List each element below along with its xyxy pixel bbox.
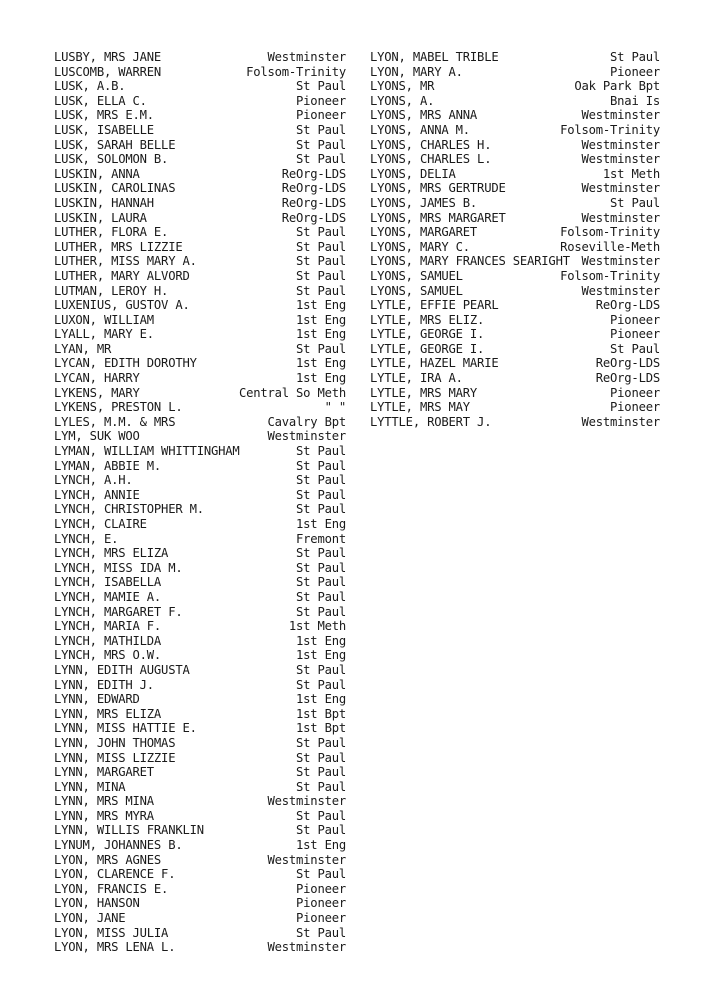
entry-name: LYNCH, MATHILDA xyxy=(54,633,162,648)
entry-church: St Paul xyxy=(296,137,346,152)
directory-entry xyxy=(54,138,346,153)
entry-church: St Paul xyxy=(296,765,346,780)
entry-church: Pioneer xyxy=(296,881,346,896)
directory-entry xyxy=(54,254,346,269)
directory-entry xyxy=(54,590,346,605)
entry-church: St Paul xyxy=(296,867,346,882)
directory-entry xyxy=(54,911,346,926)
entry-church: St Paul xyxy=(296,808,346,823)
entry-name: LYKENS, PRESTON L. xyxy=(54,400,183,415)
directory-entry xyxy=(370,284,660,299)
entry-name: LYTLE, HAZEL MARIE xyxy=(370,356,499,371)
entry-name: LYONS, MRS GERTRUDE xyxy=(370,181,506,196)
entry-name: LUSKIN, ANNA xyxy=(54,166,140,181)
directory-entry xyxy=(54,546,346,561)
entry-church: Pioneer xyxy=(296,911,346,926)
entry-church: Pioneer xyxy=(296,108,346,123)
directory-entry xyxy=(370,196,660,211)
entry-church: Pioneer xyxy=(610,327,660,342)
entry-church: St Paul xyxy=(296,283,346,298)
entry-church: Cavalry Bpt xyxy=(267,414,346,429)
entry-name: LYNN, EDITH J. xyxy=(54,677,154,692)
directory-entry xyxy=(54,240,346,255)
entry-church: 1st Eng xyxy=(296,648,346,663)
directory-entry xyxy=(54,225,346,240)
entry-church: 1st Bpt xyxy=(296,721,346,736)
entry-church: Westminster xyxy=(581,137,660,152)
entry-name: LYNCH, MRS ELIZA xyxy=(54,546,169,561)
directory-entry xyxy=(370,313,660,328)
directory-entry xyxy=(54,196,346,211)
entry-name: LUSKIN, LAURA xyxy=(54,210,147,225)
entry-church: ReOrg-LDS xyxy=(595,356,660,371)
directory-entry xyxy=(54,575,346,590)
entry-church: St Paul xyxy=(296,225,346,240)
entry-church: ReOrg-LDS xyxy=(281,195,346,210)
directory-entry xyxy=(54,459,346,474)
entry-name: LYNCH, MISS IDA M. xyxy=(54,560,183,575)
entry-church: Oak Park Bpt xyxy=(574,79,660,94)
directory-entry xyxy=(54,211,346,226)
directory-entry xyxy=(54,736,346,751)
entry-name: LYON, MARY A. xyxy=(370,64,463,79)
directory-entry xyxy=(54,123,346,138)
directory-entry xyxy=(370,327,660,342)
directory-entry xyxy=(370,225,660,240)
entry-church: 1st Eng xyxy=(296,312,346,327)
entry-name: LYNCH, MRS O.W. xyxy=(54,648,162,663)
entry-name: LYONS, CHARLES L. xyxy=(370,152,492,167)
entry-church: Folsom-Trinity xyxy=(560,225,660,240)
entry-name: LYTLE, MRS MAY xyxy=(370,400,470,415)
entry-church: Pioneer xyxy=(296,93,346,108)
entry-name: LUXENIUS, GUSTOV A. xyxy=(54,298,190,313)
entry-church: 1st Meth xyxy=(288,619,346,634)
entry-church: St Paul xyxy=(296,254,346,269)
directory-entry xyxy=(370,400,660,415)
entry-name: LYNN, MRS MYRA xyxy=(54,808,154,823)
directory-entry xyxy=(370,371,660,386)
entry-church: St Paul xyxy=(296,662,346,677)
entry-church: St Paul xyxy=(296,750,346,765)
entry-church: Westminster xyxy=(267,940,346,955)
entry-name: LUSK, A.B. xyxy=(54,79,126,94)
directory-entry xyxy=(370,211,660,226)
entry-church: St Paul xyxy=(610,341,660,356)
entry-name: LYTLE, EFFIE PEARL xyxy=(370,298,499,313)
directory-entry xyxy=(54,50,346,65)
entry-church: St Paul xyxy=(296,444,346,459)
directory-entry xyxy=(370,181,660,196)
entry-church: Pioneer xyxy=(610,64,660,79)
directory-entry xyxy=(370,167,660,182)
directory-entry xyxy=(370,50,660,65)
entry-name: LUSK, MRS E.M. xyxy=(54,108,154,123)
entry-church: St Paul xyxy=(610,195,660,210)
entry-name: LUSK, ISABELLE xyxy=(54,122,154,137)
entry-name: LYLES, M.M. & MRS xyxy=(54,414,176,429)
entry-church: St Paul xyxy=(296,487,346,502)
entry-church: St Paul xyxy=(296,823,346,838)
directory-entry xyxy=(54,809,346,824)
entry-church: St Paul xyxy=(296,341,346,356)
entry-name: LYNN, EDWARD xyxy=(54,692,140,707)
entry-church: St Paul xyxy=(296,268,346,283)
entry-name: LYNCH, E. xyxy=(54,531,119,546)
entry-name: LUTMAN, LEROY H. xyxy=(54,283,169,298)
entry-name: LYNUM, JOHANNES B. xyxy=(54,838,183,853)
entry-church: Pioneer xyxy=(610,400,660,415)
directory-entry xyxy=(370,342,660,357)
directory-entry xyxy=(54,181,346,196)
directory-entry xyxy=(54,823,346,838)
entry-church: Pioneer xyxy=(296,896,346,911)
entry-church: Pioneer xyxy=(610,312,660,327)
entry-name: LUSCOMB, WARREN xyxy=(54,64,162,79)
entry-name: LYONS, JAMES B. xyxy=(370,195,478,210)
entry-name: LYON, CLARENCE F. xyxy=(54,867,176,882)
entry-church: St Paul xyxy=(296,546,346,561)
entry-church: St Paul xyxy=(296,575,346,590)
directory-entry xyxy=(54,721,346,736)
entry-name: LYONS, SAMUEL xyxy=(370,268,463,283)
entry-church: ReOrg-LDS xyxy=(281,210,346,225)
directory-entry xyxy=(370,79,660,94)
entry-name: LYMAN, WILLIAM WHITTINGHAM xyxy=(54,444,240,459)
entry-name: LYNN, JOHN THOMAS xyxy=(54,735,176,750)
entry-name: LYNCH, A.H. xyxy=(54,473,133,488)
entry-church: St Paul xyxy=(296,122,346,137)
directory-entry xyxy=(54,780,346,795)
entry-name: LYONS, MRS ANNA xyxy=(370,108,478,123)
entry-church: Folsom-Trinity xyxy=(246,64,346,79)
entry-name: LYNN, MRS MINA xyxy=(54,794,154,809)
entry-name: LYNN, MISS LIZZIE xyxy=(54,750,176,765)
entry-name: LYM, SUK WOO xyxy=(54,429,140,444)
entry-name: LYNCH, MARIA F. xyxy=(54,619,162,634)
entry-name: LYNCH, CLAIRE xyxy=(54,517,147,531)
directory-entry xyxy=(54,517,346,532)
entry-name: LUTHER, MRS LIZZIE xyxy=(54,239,183,254)
directory-entry xyxy=(54,663,346,678)
entry-name: LYON, MRS AGNES xyxy=(54,852,162,867)
entry-name: LYONS, MARGARET xyxy=(370,225,478,240)
directory-entry xyxy=(54,765,346,780)
entry-church: ReOrg-LDS xyxy=(281,166,346,181)
directory-entry xyxy=(54,444,346,459)
entry-church: Westminster xyxy=(581,283,660,298)
entry-name: LYCAN, HARRY xyxy=(54,371,140,386)
entry-name: LYTLE, IRA A. xyxy=(370,371,463,386)
directory-entry xyxy=(54,853,346,868)
entry-church: St Paul xyxy=(296,589,346,604)
entry-church: 1st Eng xyxy=(296,371,346,386)
entry-church: St Paul xyxy=(296,604,346,619)
entry-name: LYONS, MR xyxy=(370,79,435,94)
entry-name: LYCAN, EDITH DOROTHY xyxy=(54,356,197,371)
entry-name: LYONS, MARY FRANCES SEARIGHT xyxy=(370,254,570,269)
entry-church: 1st Eng xyxy=(296,327,346,342)
entry-name: LUSK, ELLA C. xyxy=(54,93,147,108)
directory-entry xyxy=(370,386,660,401)
entry-name: LYON, MISS JULIA xyxy=(54,925,169,940)
directory-entry xyxy=(54,707,346,722)
entry-name: LUSKIN, CAROLINAS xyxy=(54,181,176,196)
entry-church: " " xyxy=(324,400,346,415)
directory-entry xyxy=(54,79,346,94)
directory-entry xyxy=(54,502,346,517)
directory-entry xyxy=(370,356,660,371)
directory-entry xyxy=(54,284,346,299)
entry-name: LUTHER, MISS MARY A. xyxy=(54,254,197,269)
entry-name: LYNN, MRS ELIZA xyxy=(54,706,162,721)
entry-name: LYONS, MRS MARGARET xyxy=(370,210,506,225)
directory-entry xyxy=(54,882,346,897)
entry-church: Westminster xyxy=(581,210,660,225)
directory-entry xyxy=(370,65,660,80)
entry-name: LYNCH, MAMIE A. xyxy=(54,589,162,604)
entry-church: St Paul xyxy=(296,152,346,167)
entry-church: ReOrg-LDS xyxy=(595,371,660,386)
entry-name: LYTLE, GEORGE I. xyxy=(370,327,485,342)
directory-entry xyxy=(54,634,346,649)
entry-church: 1st Eng xyxy=(296,356,346,371)
directory-entry xyxy=(370,269,660,284)
directory-entry xyxy=(370,298,660,313)
directory-entry xyxy=(54,794,346,809)
entry-church: Roseville-Meth xyxy=(560,239,660,254)
entry-church: 1st Eng xyxy=(296,298,346,313)
directory-entry xyxy=(54,896,346,911)
entry-church: Westminster xyxy=(581,254,660,269)
entry-name: LYNN, MARGARET xyxy=(54,765,154,780)
entry-church: ReOrg-LDS xyxy=(281,181,346,196)
entry-church: 1st Eng xyxy=(296,692,346,707)
directory-entry xyxy=(54,356,346,371)
entry-name: LYONS, MARY C. xyxy=(370,239,470,254)
directory-entry xyxy=(54,415,346,430)
entry-name: LYNCH, ISABELLA xyxy=(54,575,162,590)
entry-name: LYTLE, MRS ELIZ. xyxy=(370,312,485,327)
directory-entry xyxy=(370,123,660,138)
directory-entry xyxy=(54,342,346,357)
directory-entry xyxy=(54,532,346,547)
entry-name: LYONS, SAMUEL xyxy=(370,283,463,298)
directory-entry xyxy=(370,108,660,123)
directory-entry xyxy=(370,138,660,153)
entry-name: LYONS, CHARLES H. xyxy=(370,137,492,152)
directory-entry xyxy=(54,867,346,882)
entry-church: Folsom-Trinity xyxy=(560,122,660,137)
entry-church: Westminster xyxy=(267,50,346,64)
entry-name: LUSK, SOLOMON B. xyxy=(54,152,169,167)
entry-church: 1st Eng xyxy=(296,838,346,853)
entry-church: Westminster xyxy=(581,181,660,196)
directory-entry xyxy=(54,678,346,693)
entry-name: LUSKIN, HANNAH xyxy=(54,195,154,210)
entry-church: St Paul xyxy=(296,502,346,517)
entry-name: LYNCH, CHRISTOPHER M. xyxy=(54,502,204,517)
directory-entry xyxy=(54,313,346,328)
entry-church: St Paul xyxy=(296,735,346,750)
directory-entry xyxy=(54,605,346,620)
directory-entry xyxy=(54,65,346,80)
entry-name: LYNCH, ANNIE xyxy=(54,487,140,502)
entry-name: LYTTLE, ROBERT J. xyxy=(370,414,492,429)
directory-entry xyxy=(54,298,346,313)
entry-church: 1st Eng xyxy=(296,633,346,648)
entry-name: LYNN, MINA xyxy=(54,779,126,794)
directory-entry xyxy=(54,488,346,503)
entry-name: LYMAN, ABBIE M. xyxy=(54,458,162,473)
entry-name: LYON, FRANCIS E. xyxy=(54,881,169,896)
entry-name: LUXON, WILLIAM xyxy=(54,312,154,327)
entry-church: Central So Meth xyxy=(238,385,346,400)
entry-church: 1st Meth xyxy=(602,166,660,181)
entry-church: St Paul xyxy=(296,239,346,254)
entry-name: LYON, JANE xyxy=(54,911,126,926)
entry-church: Westminster xyxy=(267,429,346,444)
entry-name: LYTLE, MRS MARY xyxy=(370,385,478,400)
entry-church: Westminster xyxy=(581,152,660,167)
directory-entry xyxy=(54,940,346,955)
entry-name: LYONS, ANNA M. xyxy=(370,122,470,137)
directory-entry xyxy=(54,692,346,707)
entry-church: St Paul xyxy=(296,473,346,488)
directory-entry xyxy=(370,152,660,167)
directory-entry xyxy=(54,473,346,488)
entry-church: St Paul xyxy=(296,677,346,692)
entry-name: LYKENS, MARY xyxy=(54,385,140,400)
directory-entry xyxy=(54,561,346,576)
entry-church: St Paul xyxy=(296,925,346,940)
entry-name: LYNN, EDITH AUGUSTA xyxy=(54,662,190,677)
entry-name: LUTHER, MARY ALVORD xyxy=(54,268,190,283)
directory-entry xyxy=(54,152,346,167)
entry-church: 1st Bpt xyxy=(296,706,346,721)
entry-church: ReOrg-LDS xyxy=(595,298,660,313)
directory-entry xyxy=(370,240,660,255)
entry-name: LYNN, MISS HATTIE E. xyxy=(54,721,197,736)
entry-church: Pioneer xyxy=(610,385,660,400)
entry-name: LUSBY, MRS JANE xyxy=(54,50,162,64)
entry-church: St Paul xyxy=(296,779,346,794)
entry-name: LYTLE, GEORGE I. xyxy=(370,341,485,356)
entry-name: LYAN, MR xyxy=(54,341,112,356)
directory-entry xyxy=(54,108,346,123)
entry-church: Westminster xyxy=(267,852,346,867)
entry-church: Fremont xyxy=(296,531,346,546)
entry-name: LYALL, MARY E. xyxy=(54,327,154,342)
entry-name: LYONS, DELIA xyxy=(370,166,456,181)
directory-entry xyxy=(370,415,660,430)
entry-church: St Paul xyxy=(296,560,346,575)
entry-name: LYON, HANSON xyxy=(54,896,140,911)
entry-name: LYONS, A. xyxy=(370,93,435,108)
directory-entry xyxy=(54,648,346,663)
entry-name: LYON, MABEL TRIBLE xyxy=(370,50,499,64)
entry-church: 1st Eng xyxy=(296,517,346,531)
left-column xyxy=(54,50,346,955)
entry-church: St Paul xyxy=(610,50,660,64)
entry-church: Westminster xyxy=(581,414,660,429)
entry-church: Folsom-Trinity xyxy=(560,268,660,283)
directory-entry xyxy=(54,619,346,634)
directory-entry xyxy=(54,167,346,182)
directory-entry xyxy=(54,269,346,284)
entry-name: LUSK, SARAH BELLE xyxy=(54,137,176,152)
directory-entry xyxy=(54,751,346,766)
directory-entry xyxy=(54,386,346,401)
directory-entry xyxy=(54,371,346,386)
entry-church: Westminster xyxy=(581,108,660,123)
directory-entry xyxy=(54,838,346,853)
directory-entry xyxy=(54,926,346,941)
directory-entry xyxy=(370,254,660,269)
directory-entry xyxy=(54,429,346,444)
right-column xyxy=(370,50,660,429)
directory-entry xyxy=(370,94,660,109)
entry-name: LUTHER, FLORA E. xyxy=(54,225,169,240)
entry-church: St Paul xyxy=(296,79,346,94)
entry-name: LYNN, WILLIS FRANKLIN xyxy=(54,823,204,838)
directory-entry xyxy=(54,400,346,415)
entry-church: St Paul xyxy=(296,458,346,473)
entry-name: LYNCH, MARGARET F. xyxy=(54,604,183,619)
directory-entry xyxy=(54,94,346,109)
entry-name: LYON, MRS LENA L. xyxy=(54,940,176,955)
entry-church: Bnai Is xyxy=(610,93,660,108)
directory-entry xyxy=(54,327,346,342)
entry-church: Westminster xyxy=(267,794,346,809)
